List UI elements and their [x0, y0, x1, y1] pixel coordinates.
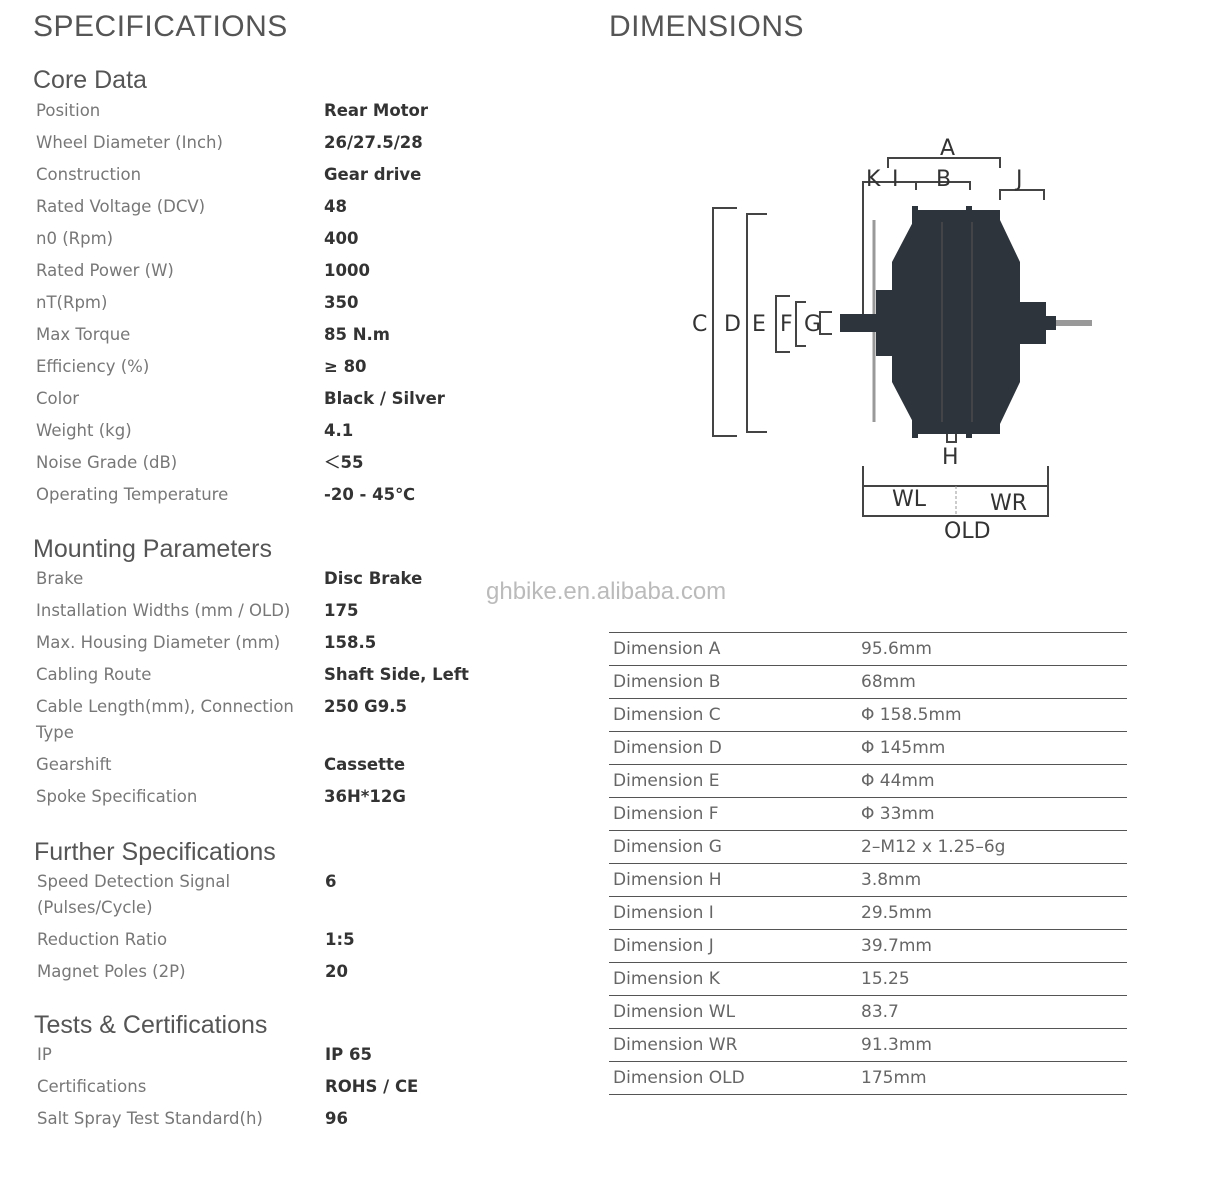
spec-value: 26/27.5/28 — [324, 133, 423, 152]
specifications-heading: SPECIFICATIONS — [33, 10, 288, 43]
dimension-row — [609, 963, 1127, 996]
spec-row — [37, 1042, 507, 1068]
dimension-row — [609, 1062, 1127, 1095]
dimension-row — [609, 897, 1127, 930]
spec-label: Weight (kg) — [36, 421, 132, 440]
spec-label: Brake — [36, 569, 84, 588]
dimension-label: Dimension A — [613, 639, 721, 659]
dimension-label: Dimension D — [613, 738, 722, 758]
spec-value: 1000 — [324, 261, 370, 280]
spec-value: 350 — [324, 293, 359, 312]
spec-label: Position — [36, 101, 101, 120]
dimension-value: Φ 44mm — [861, 771, 935, 791]
spec-row — [37, 959, 507, 985]
spec-row — [36, 784, 506, 810]
spec-label: Speed Detection Signal (Pulses/Cycle) — [37, 872, 231, 917]
label-wl: WL — [892, 487, 927, 512]
dimensions-heading: DIMENSIONS — [609, 10, 805, 43]
spec-value: 158.5 — [324, 633, 377, 652]
spec-value: 20 — [325, 962, 348, 981]
spec-row — [36, 354, 506, 380]
dimension-label: Dimension E — [613, 771, 720, 791]
dimension-value: 29.5mm — [861, 903, 932, 923]
spec-value: Rear Motor — [324, 101, 429, 120]
spec-label: Cabling Route — [36, 665, 152, 684]
tests-title: Tests & Certifications — [34, 1011, 268, 1039]
spec-label: Installation Widths (mm / OLD) — [36, 601, 291, 620]
spec-row — [37, 1074, 507, 1100]
spec-label: Rated Power (W) — [36, 261, 174, 280]
spec-row — [36, 162, 506, 188]
dimension-value: 175mm — [861, 1068, 927, 1088]
dimension-value: 83.7 — [861, 1002, 899, 1022]
spec-row — [36, 226, 506, 252]
dimension-value: 2–M12 x 1.25–6g — [861, 837, 1006, 857]
dimension-value: 3.8mm — [861, 870, 922, 890]
spec-value: 175 — [324, 601, 359, 620]
dimension-value: 91.3mm — [861, 1035, 932, 1055]
dimension-label: Dimension C — [613, 705, 721, 725]
spec-value: 36H*12G — [324, 787, 406, 806]
dimension-row — [609, 831, 1127, 864]
spec-row — [36, 482, 506, 508]
spec-value: Black / Silver — [324, 389, 445, 408]
label-e: E — [752, 312, 766, 337]
spec-label: Cable Length(mm), Connection Type — [36, 697, 294, 742]
label-wr: WR — [990, 491, 1028, 516]
dimension-label: Dimension WR — [613, 1035, 738, 1055]
spec-label: Operating Temperature — [36, 485, 229, 504]
spec-row — [36, 630, 506, 656]
label-c: C — [692, 312, 708, 337]
spec-label: nT(Rpm) — [36, 293, 108, 312]
spec-label: Gearshift — [36, 755, 112, 774]
spec-value: Disc Brake — [324, 569, 423, 588]
spec-row — [36, 418, 506, 444]
label-h: H — [942, 445, 959, 470]
dimension-row — [609, 798, 1127, 831]
motor-dimension-diagram — [680, 130, 1100, 550]
spec-value: Cassette — [324, 755, 406, 774]
dimensions-table — [609, 632, 1127, 1095]
label-f: F — [780, 312, 793, 337]
label-a: A — [940, 136, 956, 161]
spec-row — [36, 130, 506, 156]
dimension-row — [609, 699, 1127, 732]
spec-label: Construction — [36, 165, 142, 184]
spec-label: Max Torque — [36, 325, 131, 344]
spec-row — [36, 450, 506, 476]
spec-value: IP 65 — [325, 1045, 372, 1064]
dimension-row — [609, 996, 1127, 1029]
dimension-value: Φ 33mm — [861, 804, 935, 824]
spec-value: ≥ 80 — [324, 357, 367, 376]
spec-label: Magnet Poles (2P) — [37, 962, 186, 981]
tests-list — [37, 1042, 507, 1138]
spec-row — [37, 869, 507, 921]
label-i: I — [892, 167, 899, 192]
spec-row — [37, 1106, 507, 1132]
spec-row — [36, 322, 506, 348]
dimension-label: Dimension J — [613, 936, 714, 956]
spec-value: 96 — [325, 1109, 348, 1128]
spec-label: Max. Housing Diameter (mm) — [36, 633, 281, 652]
dimension-label: Dimension I — [613, 903, 714, 923]
spec-value: 4.1 — [324, 421, 354, 440]
mounting-list — [36, 566, 506, 816]
dimension-label: Dimension WL — [613, 1002, 736, 1022]
dimension-label: Dimension K — [613, 969, 720, 989]
spec-label: Salt Spray Test Standard(h) — [37, 1109, 263, 1128]
dimension-label: Dimension OLD — [613, 1068, 745, 1088]
spec-label: Certifications — [37, 1077, 147, 1096]
spec-row — [36, 290, 506, 316]
spec-value: 6 — [325, 872, 337, 891]
label-b: B — [936, 167, 952, 192]
spec-row — [36, 258, 506, 284]
spec-row — [36, 566, 506, 592]
spec-row — [36, 662, 506, 688]
dimension-value: Φ 158.5mm — [861, 705, 962, 725]
watermark-text: ghbike.en.alibaba.com — [486, 578, 727, 605]
spec-value: ＜55 — [324, 453, 364, 472]
label-j: J — [1016, 167, 1023, 192]
spec-row — [37, 927, 507, 953]
spec-label: Color — [36, 389, 80, 408]
spec-value: Shaft Side, Left — [324, 665, 469, 684]
spec-value: 85 N.m — [324, 325, 390, 344]
spec-row — [36, 598, 506, 624]
dimension-value: 95.6mm — [861, 639, 932, 659]
mounting-title: Mounting Parameters — [33, 535, 273, 563]
further-list — [37, 869, 507, 991]
spec-label: Noise Grade (dB) — [36, 453, 178, 472]
spec-value: 400 — [324, 229, 359, 248]
spec-row — [36, 694, 506, 746]
spec-value: ROHS / CE — [325, 1077, 419, 1096]
dimension-row — [609, 765, 1127, 798]
spec-value: 1:5 — [325, 930, 355, 949]
dimension-row — [609, 633, 1127, 666]
core-data-title: Core Data — [33, 66, 147, 94]
dimension-row — [609, 666, 1127, 699]
label-d: D — [724, 312, 741, 337]
spec-label: IP — [37, 1045, 52, 1064]
spec-value: Gear drive — [324, 165, 422, 184]
dimension-value: 39.7mm — [861, 936, 932, 956]
label-g: G — [804, 312, 822, 337]
spec-value: 250 G9.5 — [324, 697, 407, 716]
dimension-row — [609, 1029, 1127, 1062]
dimension-row — [609, 732, 1127, 765]
dimension-row — [609, 864, 1127, 897]
dimension-value: Φ 145mm — [861, 738, 946, 758]
spec-row — [36, 194, 506, 220]
spec-label: Spoke Specification — [36, 787, 198, 806]
further-title: Further Specifications — [34, 838, 276, 866]
core-data-list — [36, 98, 506, 514]
dimension-value: 15.25 — [861, 969, 910, 989]
spec-label: Wheel Diameter (Inch) — [36, 133, 223, 152]
dimension-value: 68mm — [861, 672, 916, 692]
spec-label: Efficiency (%) — [36, 357, 150, 376]
spec-row — [36, 752, 506, 778]
dimension-row — [609, 930, 1127, 963]
dimension-label: Dimension B — [613, 672, 721, 692]
dimension-label: Dimension G — [613, 837, 722, 857]
spec-label: Reduction Ratio — [37, 930, 168, 949]
label-k: K — [866, 167, 881, 192]
label-old: OLD — [944, 519, 991, 544]
dimension-label: Dimension H — [613, 870, 722, 890]
spec-row — [36, 98, 506, 124]
spec-row — [36, 386, 506, 412]
spec-value: -20 - 45℃ — [324, 485, 416, 504]
spec-label: n0 (Rpm) — [36, 229, 114, 248]
dimension-label: Dimension F — [613, 804, 719, 824]
spec-label: Rated Voltage (DCV) — [36, 197, 206, 216]
spec-value: 48 — [324, 197, 347, 216]
